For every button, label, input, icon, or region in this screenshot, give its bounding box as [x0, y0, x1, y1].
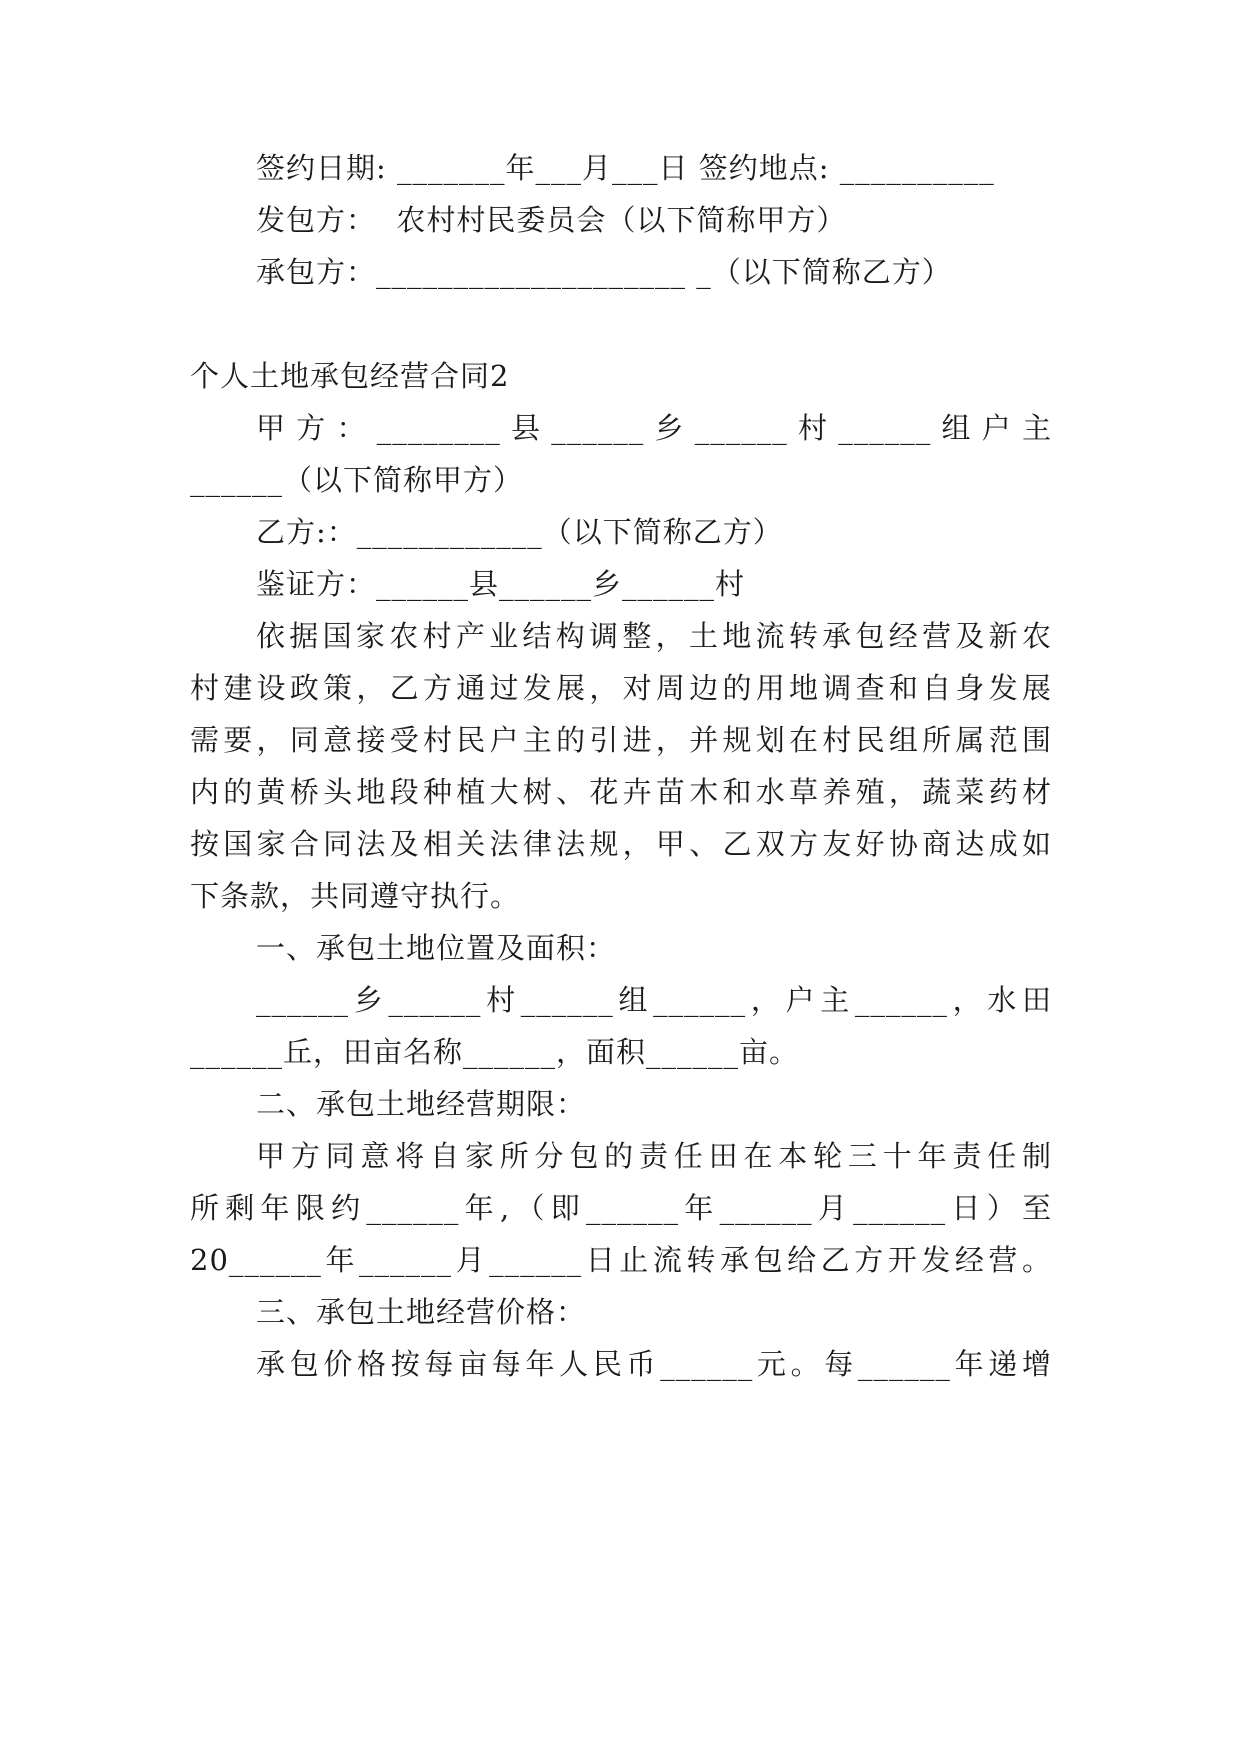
- intro-line: 依据国家农村产业结构调整，土地流转承包经营及新农: [256, 619, 1052, 653]
- party-b-line: 乙方:：____________（以下简称乙方）: [256, 515, 783, 549]
- section2-body-line: 甲方同意将自家所分包的责任田在本轮三十年责任制: [256, 1139, 1052, 1173]
- intro-line: 需要，同意接受村民户主的引进，并规划在村民组所属范围: [190, 723, 1052, 757]
- sign-date-line: 签约日期: _______年___月___日 签约地点: __________: [256, 151, 995, 185]
- section2-body-line: 20______年______月______日止流转承包给乙方开发经营。: [190, 1243, 1052, 1277]
- contractor-line: 承包方：____________________ _（以下简称乙方）: [256, 255, 952, 289]
- intro-line: 按国家合同法及相关法律法规，甲、乙双方友好协商达成如: [190, 827, 1052, 861]
- party-a-line-cont: ______（以下简称甲方）: [190, 463, 524, 497]
- section1-heading: 一、承包土地位置及面积：: [256, 931, 617, 965]
- intro-line: 村建设政策，乙方通过发展，对周边的用地调查和自身发展: [190, 671, 1052, 705]
- section3-heading: 三、承包土地经营价格：: [256, 1295, 587, 1329]
- section1-body-line: ______丘，田亩名称______，面积______亩。: [190, 1035, 800, 1069]
- witness-line: 鉴证方：______县______乡______村: [256, 567, 746, 601]
- section1-body-line: ______乡______村______组______，户主______，水田: [256, 983, 1052, 1017]
- section3-body-line: 承包价格按每亩每年人民币______元。每______年递增: [256, 1347, 1052, 1381]
- intro-line: 内的黄桥头地段种植大树、花卉苗木和水草养殖，蔬菜药材: [190, 775, 1052, 809]
- party-a-line: 甲方：________县______乡______村______组户主: [256, 411, 1052, 445]
- intro-line: 下条款，共同遵守执行。: [190, 879, 521, 913]
- section2-body-line: 所剩年限约______年,（即______年______月______日）至: [190, 1191, 1052, 1225]
- issuer-line: 发包方： 农村村民委员会（以下简称甲方）: [256, 203, 847, 237]
- section2-heading: 二、承包土地经营期限：: [256, 1087, 587, 1121]
- contract-title: 个人土地承包经营合同2: [190, 359, 510, 393]
